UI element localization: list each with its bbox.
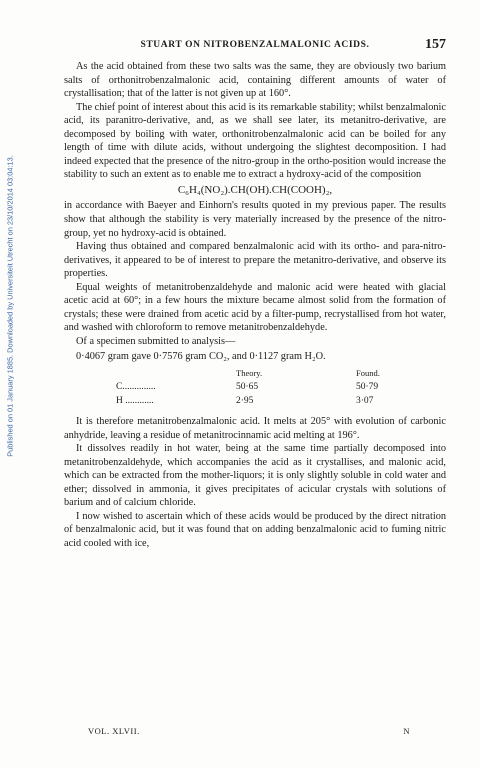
paragraph-2: The chief point of interest about this acid is its remarkable stability; whilst benzalmalonic acid, its paranitro-derivative, and, as we shall see later, its metanitro-derivative, are decomposed by boiling with water, orthonitrobenzalmalonic acid can be boiled for any length of time with dilute acids, without undergoing the slightest decomposition. I had indeed expected that the presence of the nitro-group in the ortho-position would increase the stability to such an extent as to enable me to extract a hydroxy-acid of the composition [64, 101, 446, 181]
results-header-row [116, 367, 380, 381]
theory-value: 50·65 [236, 382, 259, 393]
table-row [116, 381, 380, 395]
analysis-line: 0·4067 gram gave 0·7576 gram CO₂, and 0·1127 gram H₂O. [76, 351, 326, 363]
element-label: C.............. [116, 382, 156, 393]
paragraph-3: in accordance with Baeyer and Einhorn's results quoted in my previous paper. The results show that although the stability is very materially increased by the presence of the nitro-group, yet no hydroxy-acid is obtained. [64, 200, 446, 239]
paragraph-5: Equal weights of metanitrobenzaldehyde and malonic acid were heated with glacial acetic acid at 60°; in a few hours the mixture became almost solid from the formation of crystals; these were drained from acetic acid by a filter-pump, recrystallised from hot water, and washed with chloroform to remove metanitrobenzaldehyde. [64, 281, 446, 334]
found-value: 50·79 [356, 382, 379, 393]
page-footer [88, 726, 410, 736]
theory-value: 2·95 [236, 396, 254, 407]
found-header: Found. [356, 368, 380, 379]
page-header [64, 37, 446, 56]
found-value: 3·07 [356, 396, 374, 407]
analysis-results-table [116, 367, 380, 409]
table-row [116, 395, 380, 409]
volume-label: VOL. XLVII. [88, 726, 140, 736]
chemical-formula: C₆H₄(NO₂).CH(OH).CH(COOH)₂, [177, 183, 333, 196]
theory-header: Theory. [236, 368, 263, 379]
element-label: H ............ [116, 396, 154, 407]
paragraph-8: It dissolves readily in hot water, being at the same time partially decomposed into metanitrobenzaldehyde, which accompanies the acid as it crystallises, and malonic acid, which can be extracted from the mother-liquors; it is only slightly soluble in cold water and ether; dissolved in ammonia, it gives precipitates of acicular crystals with solutions of barium and of calcium chloride. [64, 443, 446, 509]
paragraph-4: Having thus obtained and compared benzalmalonic acid with its ortho- and para-nitro-derivatives, it appeared to be of interest to prepare the metanitro-derivative, and observe its properties. [64, 241, 446, 280]
download-notice-text: Published on 01 January 1885. Downloaded by Universiteit Utrecht on 23/10/2014 03:04:13. [5, 155, 15, 457]
article-body [64, 60, 446, 551]
page-number: 157 [425, 37, 446, 52]
signature-mark: N [403, 726, 410, 736]
paragraph-1: As the acid obtained from these two salts was the same, they are obviously two barium salts of orthonitrobenzalmalonic acid, containing different amounts of water of crystallisation; that of the latter is not given up at 160°. [64, 61, 446, 100]
paragraph-6: Of a specimen submitted to analysis— [76, 335, 236, 347]
download-notice-sidebar [3, 96, 17, 516]
paragraph-9: I now wished to ascertain which of these acids would be produced by the direct nitration of benzalmalonic acid, but it was found that on adding benzalmalonic acid to fuming nitric acid cooled with ice, [64, 510, 446, 549]
running-title: STUART ON NITROBENZALMALONIC ACIDS. [140, 40, 370, 50]
paragraph-7: It is therefore metanitrobenzalmalonic acid. It melts at 205° with evolution of carbonic anhydride, leaving a residue of metanitrocinnamic acid melting at 196°. [64, 416, 446, 441]
